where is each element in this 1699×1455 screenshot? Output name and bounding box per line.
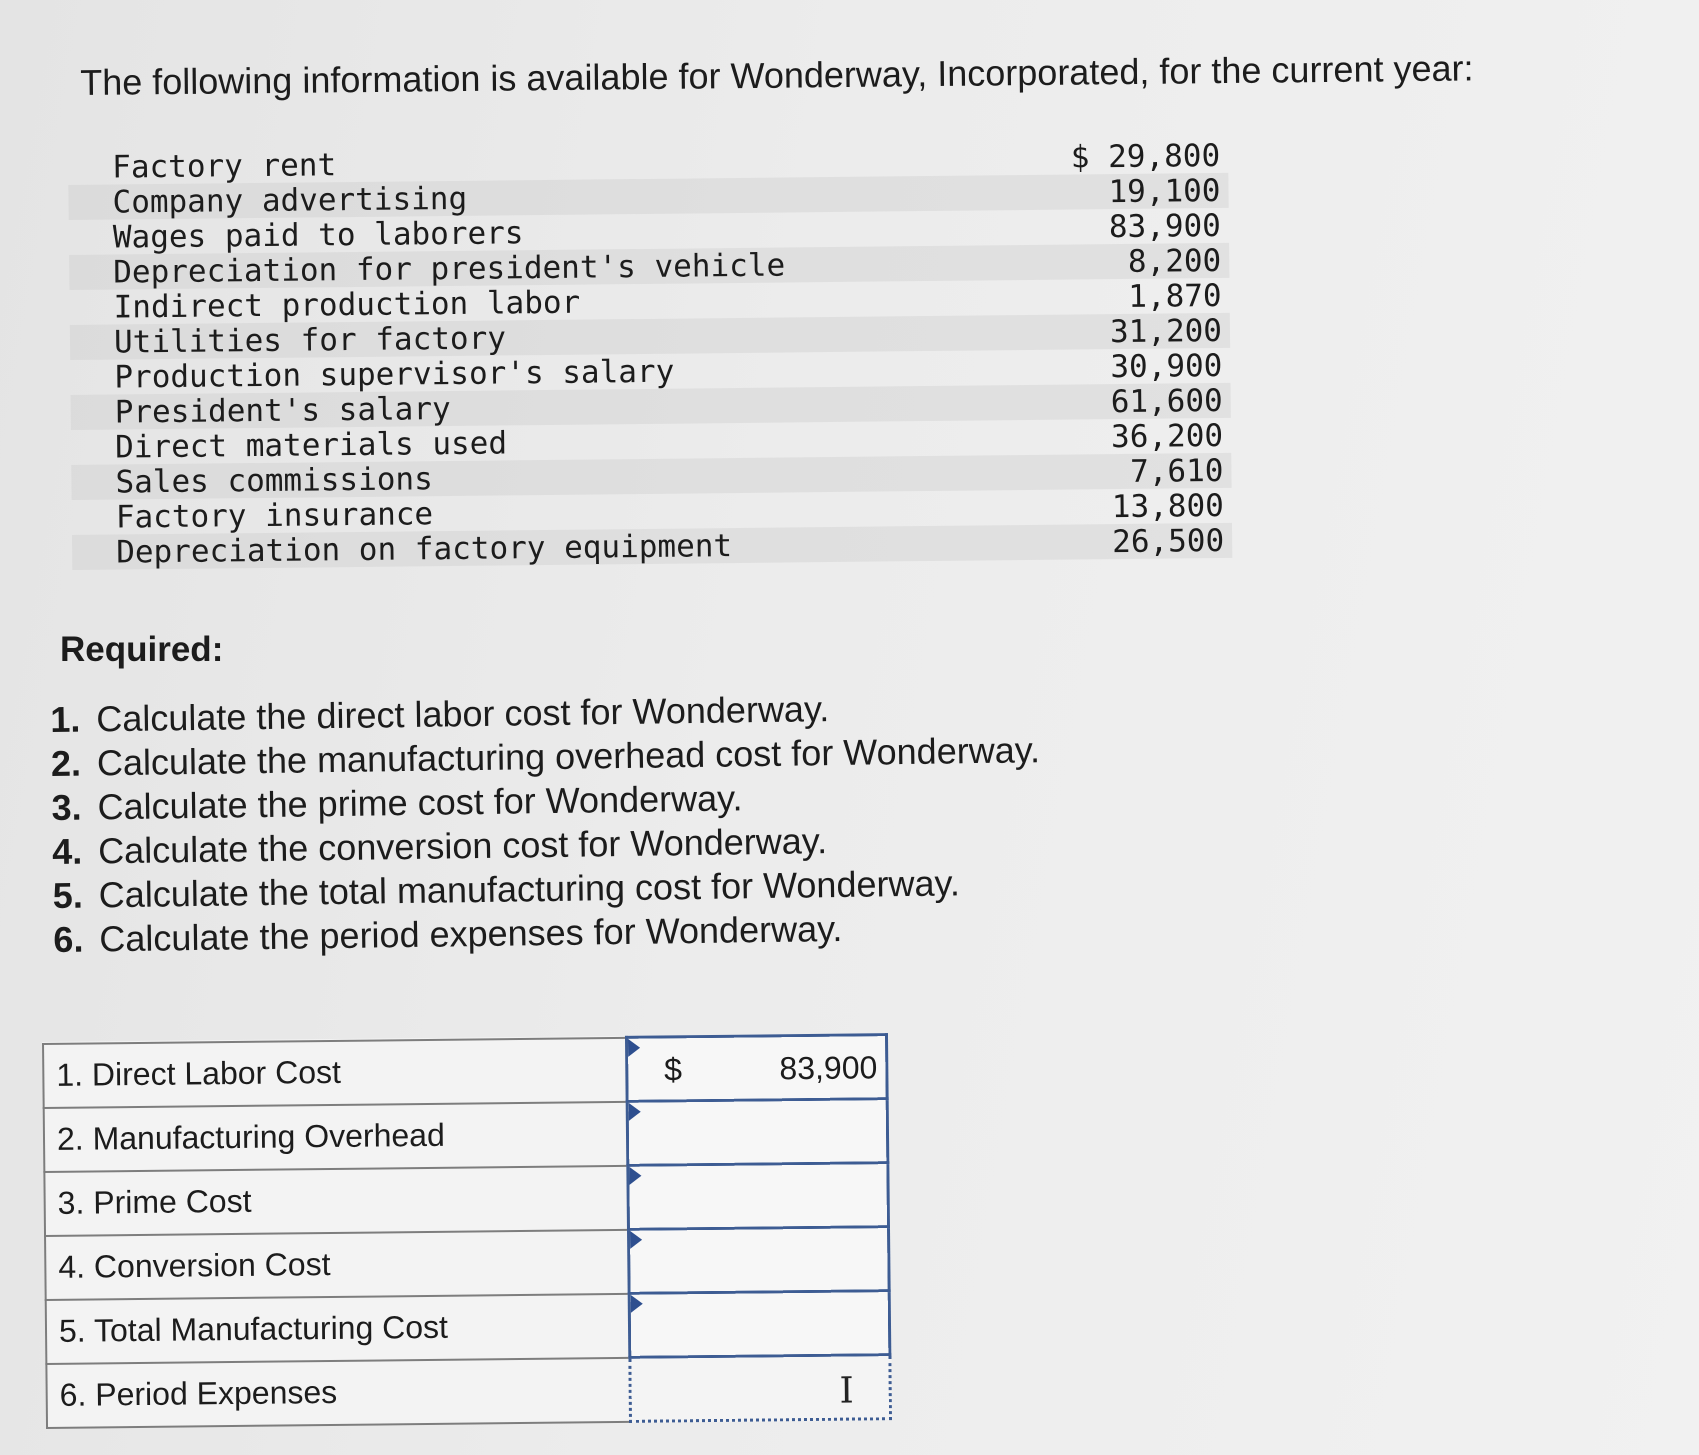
manufacturing-overhead-input[interactable] (627, 1099, 888, 1166)
cell-flag-icon (629, 1167, 641, 1185)
cost-amount: $ 29,800 (1070, 137, 1221, 175)
cost-amount: 26,500 (1111, 522, 1225, 560)
cost-amount: 36,200 (1110, 417, 1224, 455)
answer-label: 4. Conversion Cost (45, 1229, 629, 1299)
conversion-cost-input[interactable] (628, 1227, 889, 1294)
cost-label: Depreciation on factory equipment (116, 527, 733, 571)
currency-symbol: $ (663, 1051, 683, 1088)
cost-amount: 13,800 (1111, 487, 1224, 525)
requirement-text: Calculate the conversion cost for Wonderway. (97, 820, 828, 872)
requirements-list (50, 682, 1204, 962)
intro-text: The following information is available for Wonderway, Incorporated, for the current year: (80, 47, 1474, 103)
cost-amount: 19,100 (1108, 172, 1221, 210)
requirement-number: 4. (51, 830, 83, 872)
text-cursor-icon: I (839, 1370, 854, 1412)
answer-label: 5. Total Manufacturing Cost (46, 1293, 630, 1363)
cost-amount: 7,610 (1129, 452, 1224, 490)
cost-label: Wages paid to laborers (112, 214, 524, 256)
cost-label: Factory rent (111, 146, 337, 186)
total-manufacturing-cost-input[interactable] (629, 1291, 890, 1358)
cost-label: Factory insurance (115, 495, 434, 536)
cost-amount: 61,600 (1110, 382, 1223, 420)
period-expenses-input[interactable] (630, 1355, 891, 1422)
requirement-number: 1. (50, 698, 81, 740)
answer-label: 3. Prime Cost (44, 1165, 628, 1235)
cost-amount: 1,870 (1128, 277, 1222, 315)
requirement-number: 5. (52, 874, 84, 916)
answer-row (46, 1355, 890, 1428)
answer-table (42, 1033, 892, 1429)
cost-label: Direct materials used (114, 424, 508, 466)
prime-cost-input[interactable] (628, 1163, 889, 1230)
cost-amount: 30,900 (1110, 347, 1223, 385)
cost-amount: 8,200 (1127, 242, 1222, 280)
answer-label: 2. Manufacturing Overhead (44, 1101, 628, 1171)
answer-row (45, 1227, 889, 1300)
requirement-text: Calculate the prime cost for Wonderway. (97, 777, 743, 828)
cost-label: Depreciation for president's vehicle (113, 246, 786, 291)
answer-row (43, 1035, 887, 1108)
cost-amount: 83,900 (1108, 207, 1222, 245)
cell-flag-icon (630, 1231, 642, 1249)
requirement-text: Calculate the period expenses for Wonderway. (99, 907, 843, 960)
requirement-text: Calculate the direct labor cost for Wonderway. (96, 688, 830, 740)
answer-value: 83,900 (779, 1049, 878, 1087)
answer-row (44, 1099, 888, 1172)
requirement-number: 2. (50, 742, 82, 784)
cost-label: Utilities for factory (113, 319, 507, 361)
cost-label: Production supervisor's salary (114, 353, 675, 396)
cost-label: President's salary (114, 390, 451, 431)
requirement-number: 3. (51, 786, 82, 828)
requirement-text: Calculate the manufacturing overhead cost for Wonderway. (96, 729, 1041, 784)
answer-label: 6. Period Expenses (46, 1357, 630, 1427)
cell-flag-icon (630, 1295, 642, 1313)
answer-row (44, 1163, 888, 1236)
cell-flag-icon (628, 1103, 640, 1121)
cost-label: Indirect production labor (113, 284, 581, 326)
requirement-text: Calculate the total manufacturing cost for Wonderway. (98, 862, 961, 916)
cost-label: Sales commissions (115, 460, 433, 501)
requirement-number: 6. (53, 918, 84, 960)
cost-data-list (68, 138, 1232, 570)
required-heading: Required: (60, 630, 224, 669)
answer-row (46, 1291, 890, 1364)
cell-flag-icon (628, 1039, 640, 1057)
direct-labor-cost-input[interactable] (626, 1035, 887, 1102)
answer-label: 1. Direct Labor Cost (43, 1037, 627, 1107)
cost-label: Company advertising (112, 180, 468, 221)
cost-amount: 31,200 (1109, 312, 1223, 350)
